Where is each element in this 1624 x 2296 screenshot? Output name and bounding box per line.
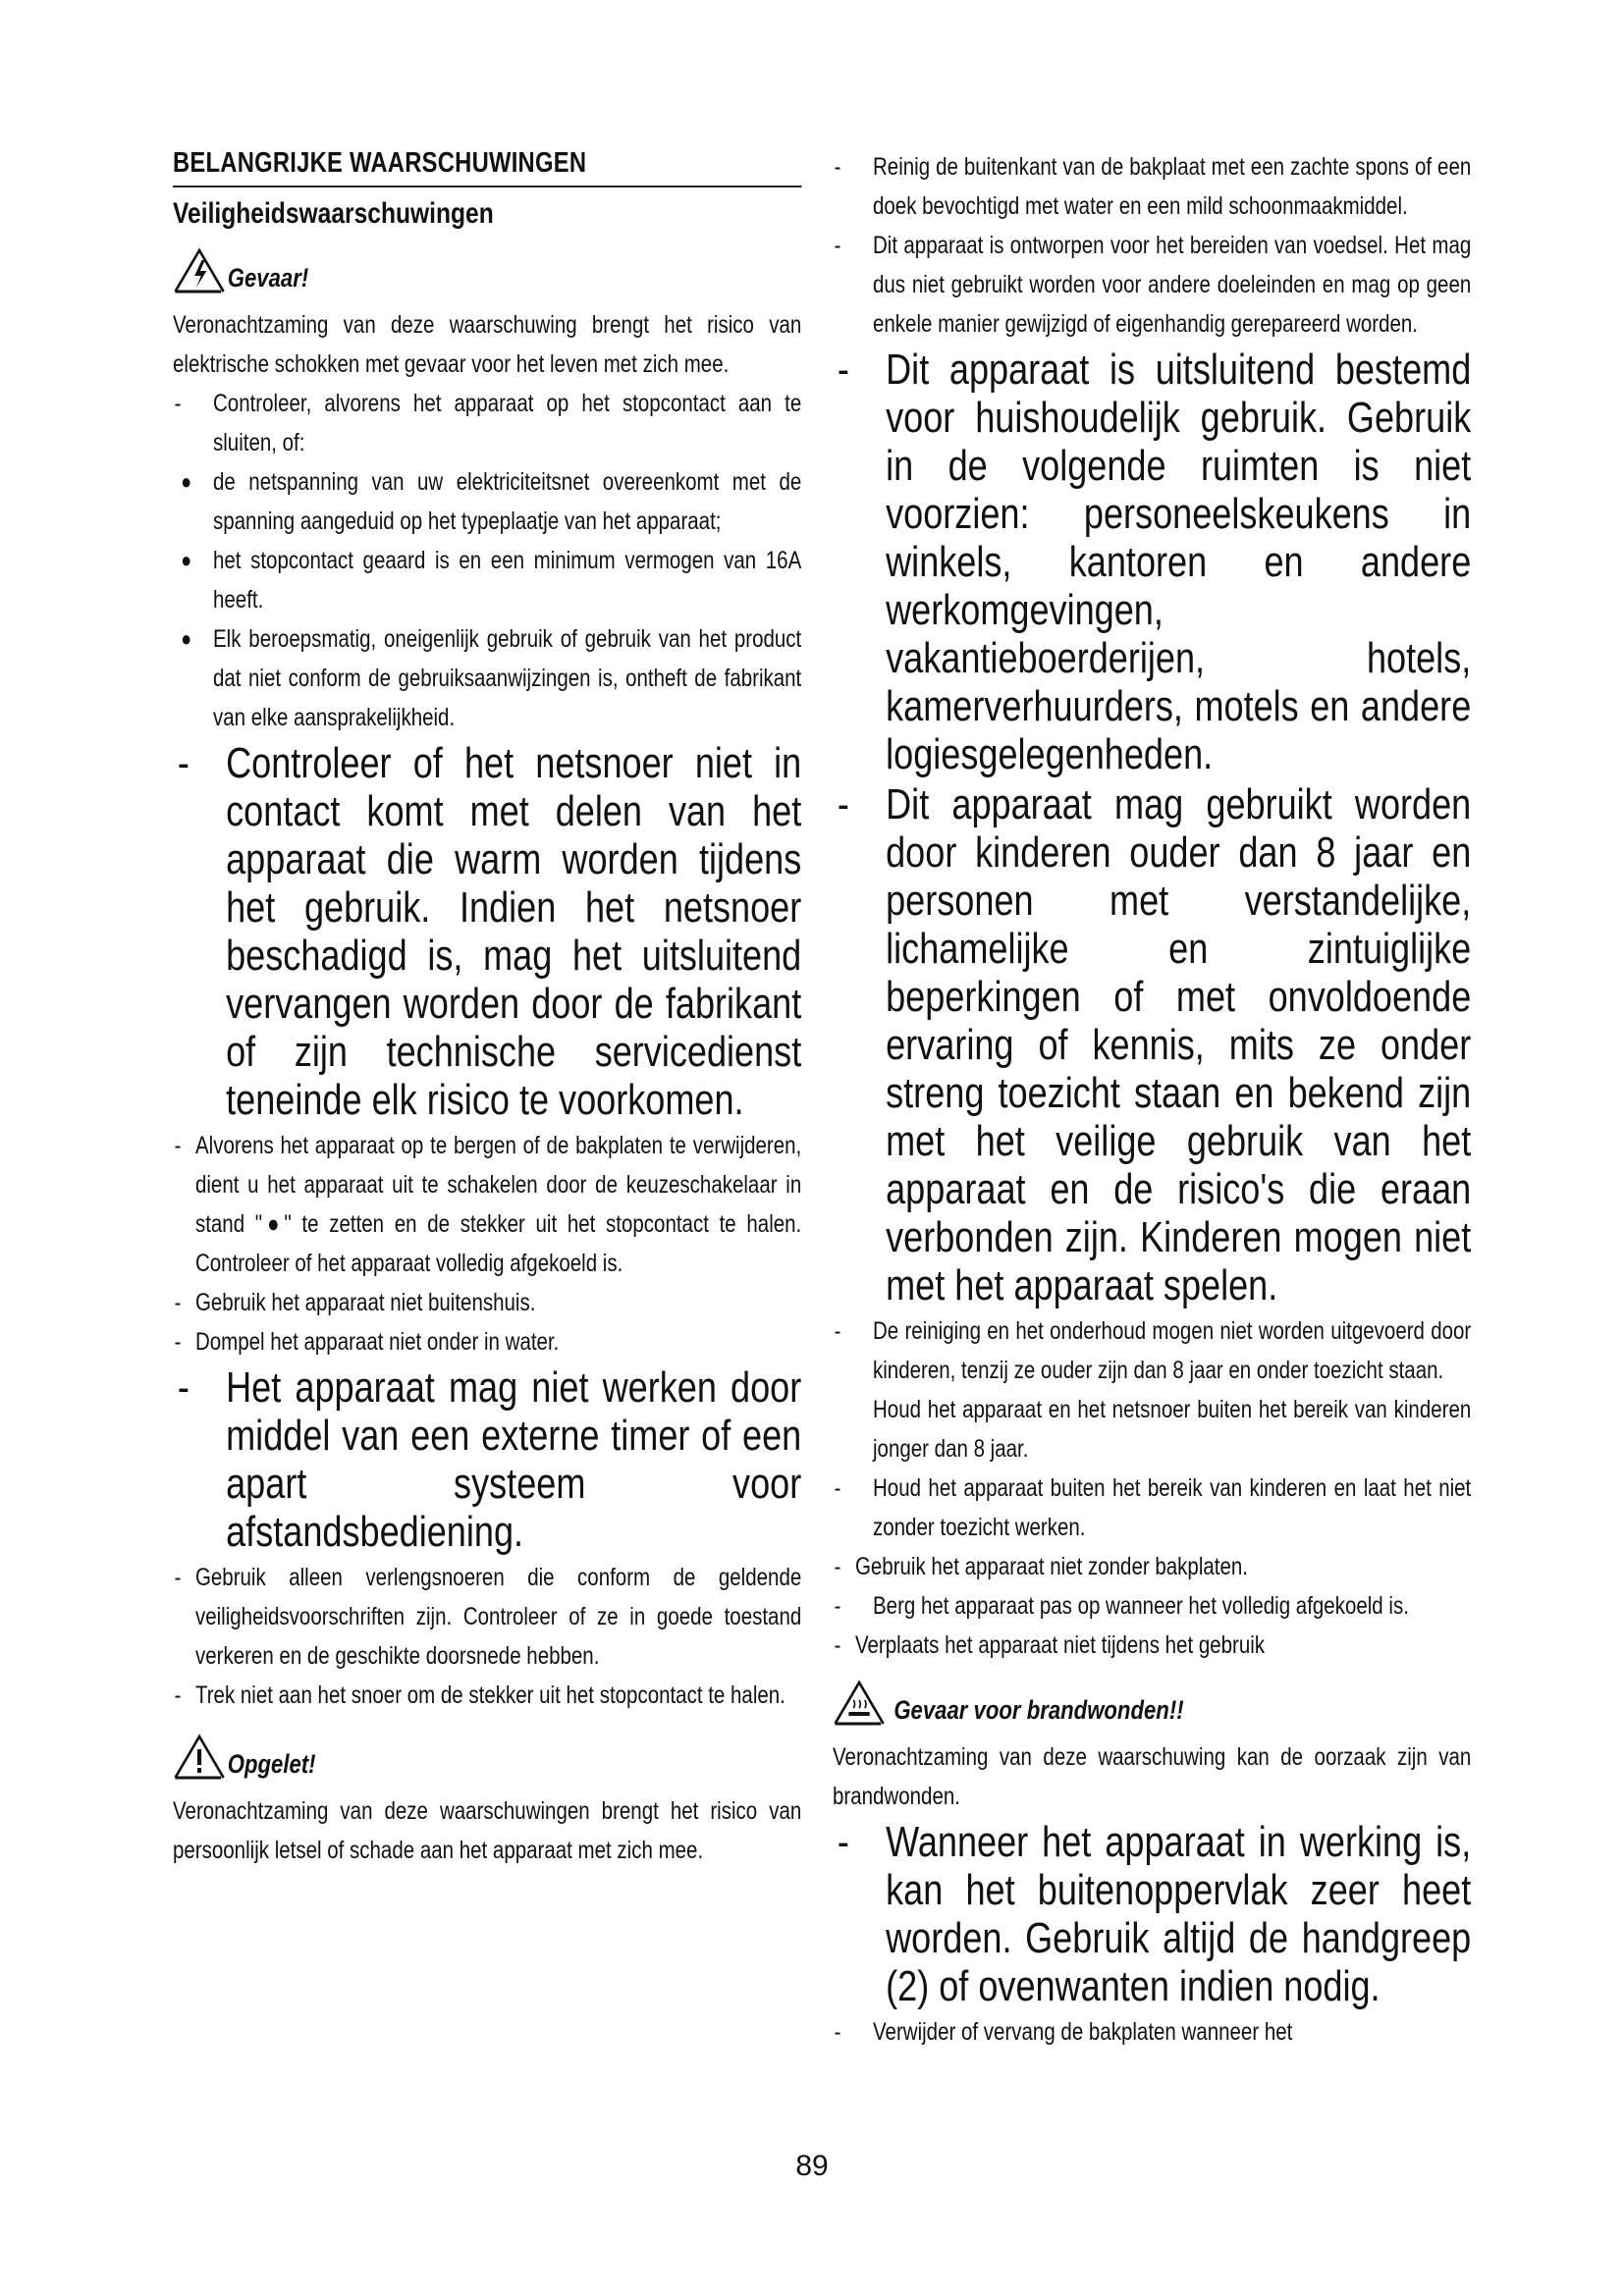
caution-heading	[173, 1733, 801, 1782]
water-warning: - Dompel het apparaat niet onder in water.	[174, 1328, 560, 1356]
subtitle: Veiligheidswaarschuwingen	[173, 197, 494, 230]
purpose-instruction: - Dit apparaat is ontworpen voor het bereiden van voedsel. Het mag dus niet gebruikt worden voor andere doeleinden en mag op geen enkele manier gewijzigd of eigenhandig gerepareerd worden.	[834, 232, 1472, 338]
danger-heading	[173, 246, 801, 295]
cord-warning: - Controleer of het netsnoer niet in contact komt met delen van het apparaat die warm worden tijdens het gebruik. Indien het netsnoer beschadigd is, mag het uitsluitend vervangen worden door de fabrikant of zijn technische servicedienst teneinde elk risico te voorkomen.	[177, 739, 802, 1124]
hot-surface-warning: - Wanneer het apparaat in werking is, kan het buitenoppervlak zeer heet worden. Gebruik altijd de handgreep (2) of ovenwanten indien nodig.	[837, 1818, 1472, 2010]
outdoor-warning: - Gebruik het apparaat niet buitenshuis.	[174, 1289, 536, 1316]
electric-hazard-icon	[173, 246, 226, 295]
danger-label: Gevaar!	[227, 263, 309, 293]
section-title: BELANGRIJKE WAARSCHUWINGEN	[173, 147, 801, 187]
burn-label: Gevaar voor brandwonden!!	[893, 1695, 1184, 1725]
caution-label: Opgelet!	[227, 1749, 316, 1779]
cool-instruction: - Berg het apparaat pas op wanneer het volledig afgekoeld is.	[834, 1592, 1409, 1620]
burn-heading	[833, 1679, 1471, 1728]
caution-icon	[173, 1733, 226, 1782]
danger-text: Veronachtzaming van deze waarschuwing brengt het risico van elektrische schokken met gevaar voor het leven met zich mee.	[173, 311, 802, 378]
caution-text: Veronachtzaming van deze waarschuwingen brengt het risico van persoonlijk letsel of schade aan het apparaat met zich mee.	[173, 1797, 802, 1864]
bullet-item: ● het stopcontact geaard is en een minimum vermogen van 16A heeft.	[181, 547, 802, 614]
hot-surface-icon	[833, 1679, 886, 1728]
left-column	[173, 147, 801, 1870]
unplug-instruction: - Trek niet aan het snoer om de stekker uit het stopcontact te halen.	[174, 1682, 785, 1709]
bullet-item: ● de netspanning van uw elektriciteitsnet overeenkomt met de spanning aangeduid op het typeplaatje van het apparaat;	[181, 468, 802, 535]
children-warning: - Dit apparaat mag gebruikt worden door kinderen ouder dan 8 jaar en personen met verstandelijke, lichamelijke en zintuiglijke beperkingen of met onvoldoende ervaring of kennis, mits ze onder streng toezicht staan en bekend zijn met het veilige gebruik van het apparaat en de risico's die eraan verbonden zijn. Kinderen mogen niet met het apparaat spelen.	[837, 780, 1472, 1309]
extension-instruction: - Gebruik alleen verlengsnoeren die conform de geldende veiligheidsvoorschriften zijn. Controleer of ze in goede toestand verkeren en de geschikte doorsnede hebben.	[174, 1564, 802, 1670]
burn-text: Veronachtzaming van deze waarschuwing kan de oorzaak zijn van brandwonden.	[833, 1743, 1472, 1810]
no-plates-warning: - Gebruik het apparaat niet zonder bakplaten.	[834, 1553, 1248, 1580]
household-use-warning: - Dit apparaat is uitsluitend bestemd voor huishoudelijk gebruik. Gebruik in de volgende ruimten is niet voorzien: personeelskeukens in winkels, kantoren en andere werkomgevingen, vakantieboerderijen, hotels, kamerverhuurders, motels en andere logiesgelegenheden.	[837, 346, 1472, 778]
move-warning: - Verplaats het apparaat niet tijdens het gebruik	[834, 1631, 1266, 1659]
cleaning-instruction: - Reinig de buitenkant van de bakplaat met een zachte spons of een doek bevochtigd met water en een mild schoonmaakmiddel.	[834, 153, 1472, 220]
storage-instruction: - Alvorens het apparaat op te bergen of de bakplaten te verwijderen, dient u het apparaat uit te schakelen door de keuzeschakelaar in stand "●" te zetten en de stekker uit het stopcontact te halen. Controleer of het apparaat volledig afgekoeld is.	[174, 1132, 802, 1277]
page-number: 89	[795, 2150, 829, 2182]
reach-instruction: Houd het apparaat en het netsnoer buiten het bereik van kinderen jonger dan 8 jaar.	[873, 1396, 1472, 1463]
timer-warning: - Het apparaat mag niet werken door middel van een externe timer of een apart systeem voor afstandsbediening.	[177, 1363, 802, 1556]
right-column	[833, 147, 1471, 2052]
check-intro: - Controleer, alvorens het apparaat op het stopcontact aan te sluiten, of:	[174, 390, 802, 456]
bullet-item: ● Elk beroepsmatig, oneigenlijk gebruik of gebruik van het product dat niet conform de gebruiksaanwijzingen is, ontheft de fabrikant van elke aansprakelijkheid.	[181, 625, 802, 731]
reach-instruction-2: - Houd het apparaat buiten het bereik van kinderen en laat het niet zonder toezicht werken.	[834, 1474, 1472, 1541]
maintenance-instruction: - De reiniging en het onderhoud mogen niet worden uitgevoerd door kinderen, tenzij ze ouder zijn dan 8 jaar en onder toezicht staan.	[834, 1317, 1472, 1384]
remove-plates-instruction: - Verwijder of vervang de bakplaten wanneer het	[834, 2018, 1293, 2046]
